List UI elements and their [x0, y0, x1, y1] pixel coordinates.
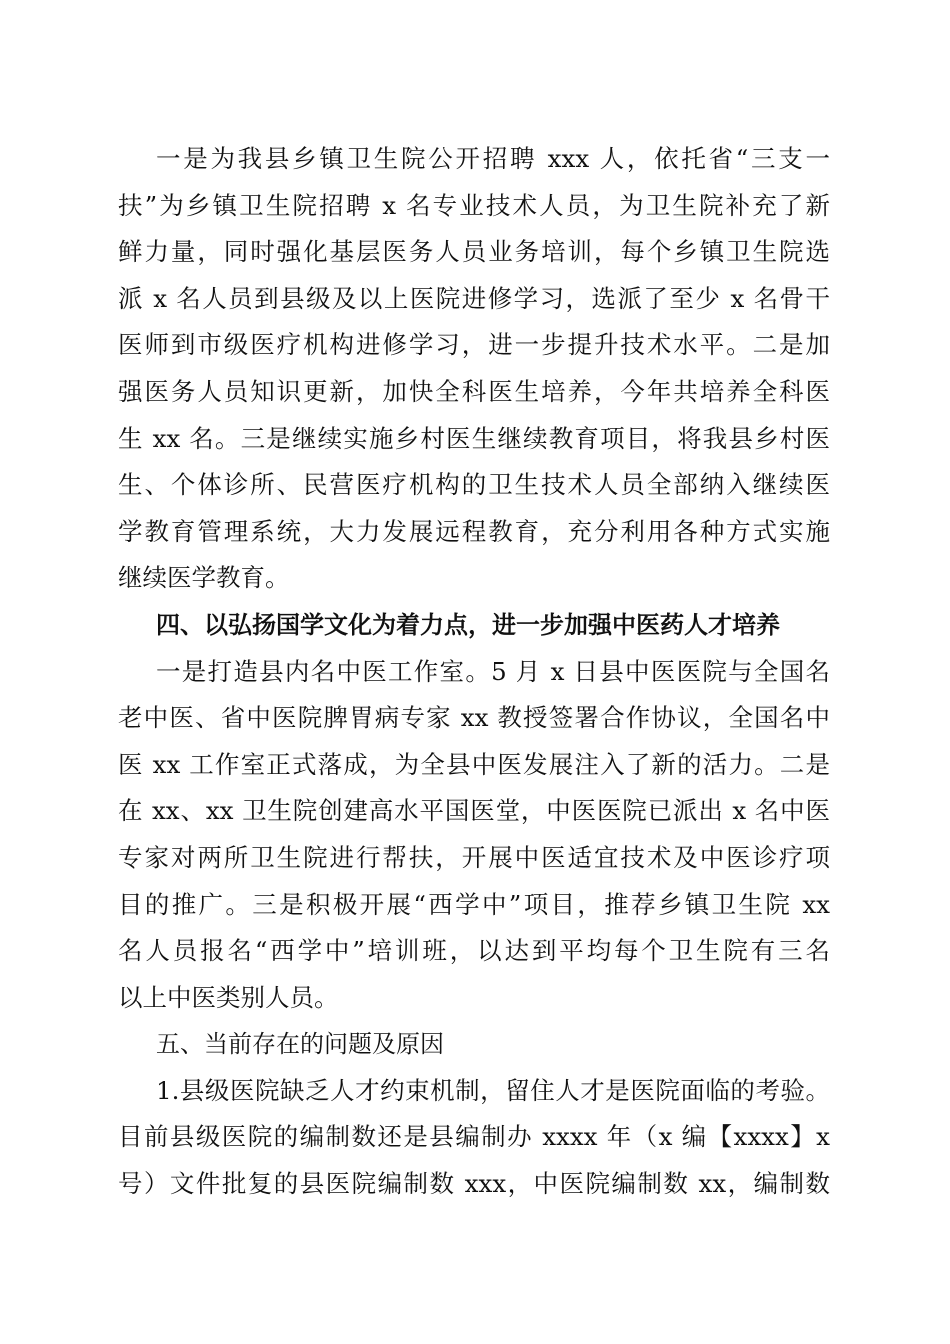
text-line: 老中医、省中医院脾胃病专家 xx 教授签署合作协议，全国名中	[118, 703, 830, 733]
text-line: 扶”为乡镇卫生院招聘 x 名专业技术人员，为卫生院补充了新	[118, 190, 830, 220]
text-line: 一是打造县内名中医工作室。5 月 x 日县中医医院与全国名	[156, 656, 830, 686]
text-line: 鲜力量，同时强化基层医务人员业务培训，每个乡镇卫生院选	[118, 237, 830, 267]
text-line: 一是为我县乡镇卫生院公开招聘 xxx 人，依托省“三支一	[156, 144, 830, 173]
paragraph-problems	[118, 1068, 830, 1208]
text-line: 目的推广。三是积极开展“西学中”项目，推荐乡镇卫生院 xx	[118, 889, 830, 919]
text-line: 学教育管理系统，大力发展远程教育，充分利用各种方式实施	[118, 516, 830, 546]
text-line: 目前县级医院的编制数还是县编制办 xxxx 年（x 编【xxxx】x	[118, 1122, 830, 1152]
section-heading-5: 五、当前存在的问题及原因	[156, 1030, 444, 1059]
text-line: 在 xx、xx 卫生院创建高水平国医堂，中医医院已派出 x 名中医	[118, 796, 830, 826]
text-line: 生 xx 名。三是继续实施乡村医生继续教育项目，将我县乡村医	[118, 423, 830, 453]
text-line: 强医务人员知识更新，加快全科医生培养，今年共培养全科医	[118, 376, 830, 406]
text-line: 医 xx 工作室正式落成，为全县中医发展注入了新的活力。二是	[118, 749, 830, 779]
paragraph-training-staff	[118, 136, 830, 602]
text-line: 号）文件批复的县医院编制数 xxx，中医院编制数 xx，编制数	[118, 1169, 830, 1199]
text-line: 继续医学教育。	[118, 563, 290, 593]
text-line: 名人员报名“西学中”培训班，以达到平均每个卫生院有三名	[118, 936, 830, 966]
text-line: 医师到市级医疗机构进修学习，进一步提升技术水平。二是加	[118, 330, 830, 360]
document-body	[118, 136, 830, 1208]
paragraph-tcm-talent	[118, 649, 830, 1022]
text-line: 生、个体诊所、民营医疗机构的卫生技术人员全部纳入继续医	[118, 470, 830, 500]
text-line: 以上中医类别人员。	[118, 982, 339, 1012]
text-line: 派 x 名人员到县级及以上医院进修学习，选派了至少 x 名骨干	[118, 283, 830, 313]
section-heading-4: 四、以弘扬国学文化为着力点，进一步加强中医药人才培养	[156, 610, 780, 639]
text-line: 专家对两所卫生院进行帮扶，开展中医适宜技术及中医诊疗项	[118, 842, 830, 872]
text-line: 1.县级医院缺乏人才约束机制，留住人才是医院面临的考验。	[156, 1075, 830, 1105]
